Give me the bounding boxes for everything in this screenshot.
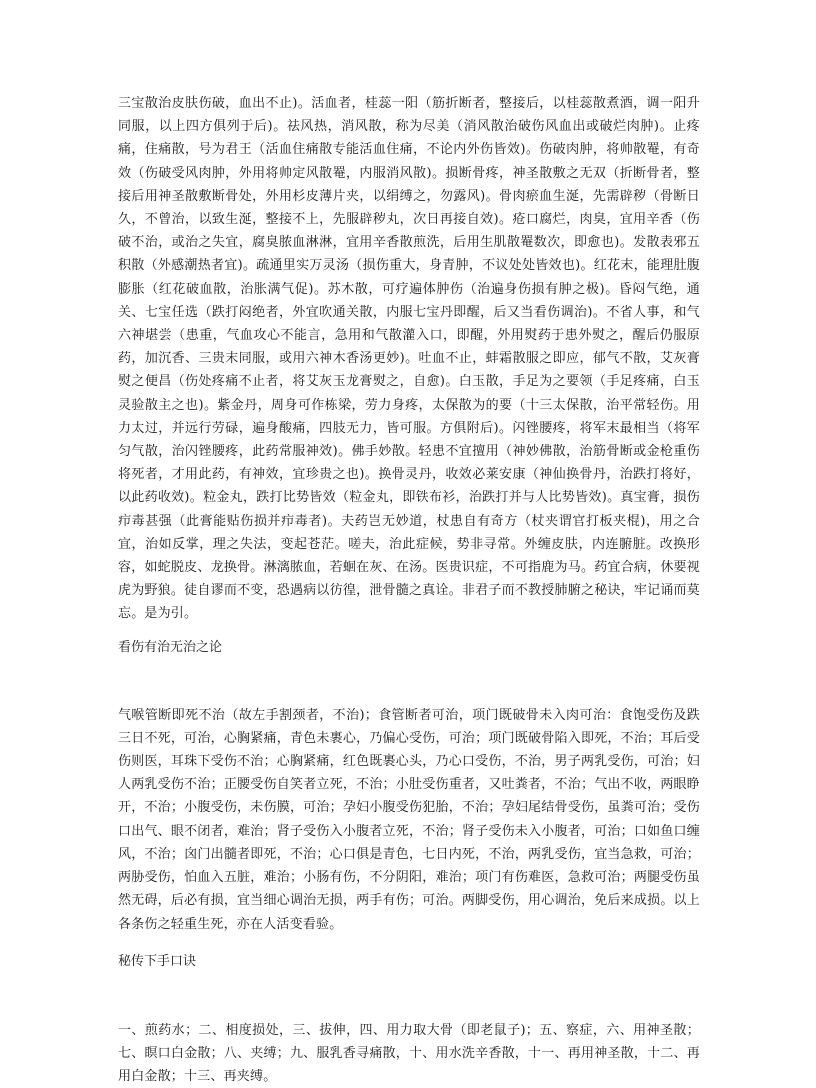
- section-heading-secret-formula: 秘传下手口诀: [118, 953, 197, 969]
- body-paragraph-2: 气喉管断即死不治（故左手割颈者，不治)；食管断者可治，项门既破骨未入肉可治：食饱受伤及跌三日不死，可治，心胸紧痛，青色未裹心，乃偏心受伤，可治；项门既破骨陷入即死，不治；耳后受伤则医，耳珠下受伤不治；心胸紧痛，红色既裹心头，乃心口受伤，不治，男子两乳受伤，可治；妇人两乳受伤不治；正腰受伤自笑者立死，不治；小肚受伤重者，又吐粪者，不治；气出不收，两眼睁开，不治；小腹受伤，未伤膜，可治；孕妇小腹受伤犯胎，不治；孕妇尾结骨受伤，虽粪可治；受伤口出气、眼不闭者，难治；肾子受伤入小腹者立死，不治；肾子受伤未入小腹者，可治；口如鱼口缠风，不治；囟门出髓者即死，不治；心口俱是青色，七日内死，不治，两乳受伤，宜当急救，可治；两胁受伤，怕血入五脏，难治；小肠有伤，不分阴阳，难治；项门有伤难医，急救可治；两腿受伤虽然无碍，后必有损，宜当细心调治无损，两手有伤；可治。两脚受伤，用心调治，免后来成损。以上各条伤之轻重生死，亦在人活变看验。: [118, 707, 700, 932]
- document-page: [118, 92, 700, 1088]
- section-spacer: [118, 973, 700, 1019]
- section-heading-injury-prognosis: 看伤有治无治之论: [118, 639, 223, 655]
- section-spacer: [118, 659, 700, 704]
- body-paragraph-3: 一、煎药水；二、相度损处，三、拔伸，四、用力取大骨（即老鼠子)；五、察症，六、用神圣散；七、瞑口白金散；八、夹缚；九、服乳香寻痛散，十、用水洗辛香散，十一、再用神圣散，十二、再用白金散；十三、再夹缚。: [118, 1022, 700, 1085]
- body-paragraph-1: 三宝散治皮肤伤破，血出不止)。活血者，桂蕊一阳（筋折断者，整接后，以桂蕊散煮酒，调一阳升同服，以上四方俱列于后)。祛风热，消风散，称为尽美（消风散治破伤风血出或破烂肉肿)。止疼痛，住痛散，号为君王（活血住痛散专能活血住痛，不论内外伤皆效)。伤破肉肿，将帅散罨，有奇效（伤破受风肉肿，外用将帅定风散罨，内服消风散)。损断骨疼，神圣散敷之无双（折断骨者，整接后用神圣散敷断骨处，外用杉皮薄片夹，以绢缚之，勿露风)。骨肉瘀血生涎，先需辟秽（骨断日久，不曾治，以致生涎，整接不上，先服辟秽丸，次日再接自效)。疮口腐烂，肉臭，宜用辛香（伤破不治，或治之失宜，腐臭脓血淋淋，宜用辛香散煎洗，后用生肌散罨数次，即愈也)。发散表邪五积散（外感潮热者宜)。疏通里实万灵汤（损伤重大，身青肿，不议处处皆效也)。红花末，能理肚腹膨胀（红花破血散，治胀满气促)。苏木散，可疗遍体肿伤（治遍身伤损有肿之极)。昏闷气绝，通关、七宝任选（跌打闷绝者，外宜吹通关散，内服七宝丹即醒，后又当看伤调治)。不省人事，和气六神堪尝（患重，气血攻心不能言，急用和气散灌入口，即醒，外用熨药于患外熨之，醒后仍服原药，加沉香、三贵末同服，或用六神木香汤更妙)。吐血不止，蚌霜散服之即应，郁气不散，艾灰膏熨之便昌（伤处疼痛不止者，将艾灰玉龙膏熨之，自愈)。白玉散，手足为之要领（手足疼痛，白玉灵验散主之也)。紫金丹，周身可作栋梁，劳力身疼，太保散为的要（十三太保散，治平常轻伤。用力太过，并远行劳碌，遍身酸痛，四肢无力，皆可服。方俱附后)。闪锉腰疼，将军末最相当（将军匀气散，治闪锉腰疼，此药常服神效)。佛手妙散。轻患不宜擅用（神妙佛散，治筋骨断或金枪重伤将死者，才用此药，有神效，宜珍贵之也)。换骨灵丹，收效必莱安康（神仙换骨丹，治跌打将好，以此药收效)。粒金丸，跌打比势皆效（粒金丸，即铁布衫，治跌打并与人比势皆效)。真宝膏，损伤疖毒甚强（此膏能贴伤损并疖毒者)。夫药岂无妙道，杖患自有奇方（杖夹谓官打板夹棍)，用之合宜，治如反掌，理之失法，变起苍茫。嗟夫，治此症候，势非寻常。外缠皮肤，内连腑脏。改换形容，如蛇脱皮、龙换骨。淋漓脓血，若蛔在灰、在汤。医贵识症，不可指鹿为马。药宜合病，休要视虎为野狼。徒自谬而不变，恐遇病以彷徨，泄骨髓之真诠。非君子而不教授肺腑之秘诀，牢记诵而莫忘。是为引。: [118, 96, 700, 622]
